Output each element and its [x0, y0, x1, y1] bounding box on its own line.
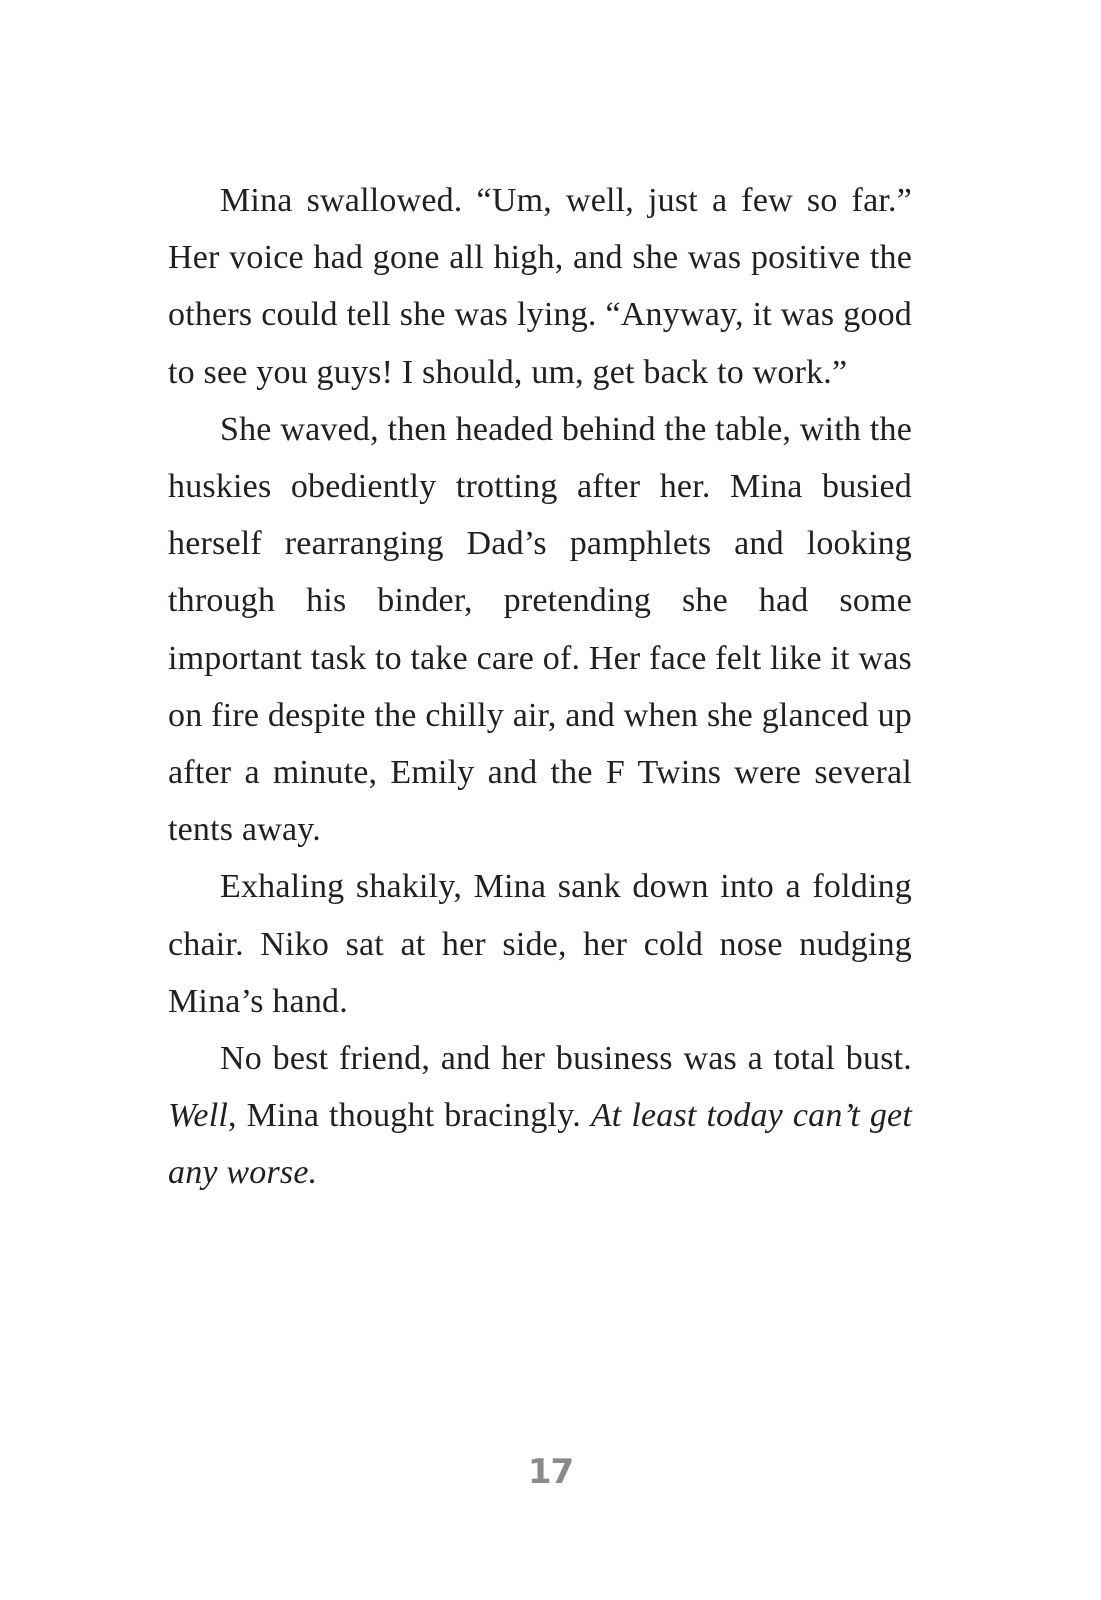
- body-text: [168, 172, 912, 1202]
- page-number: 17: [527, 1452, 574, 1492]
- paragraph-4: [168, 1030, 912, 1202]
- paragraph-2: [168, 401, 912, 859]
- paragraph-text: Mina swallowed. “Um, well, just a few so far.” Her voice had gone all high, and she was positive the others could tell she was lying. “Anyway, it was good to see you guys! I should, um, get back to work.”: [168, 182, 912, 391]
- italic-text: Well: [168, 1097, 228, 1135]
- paragraph-text: She waved, then headed behind the table, with the huskies obediently trotting after her. Mina busied herself rearranging Dad’s pamphlets and looking through his binder, pretending she had some important task to take care of. Her face felt like it was on fire despite the chilly air, and when she glanced up after a minute, Emily and the F Twins were several tents away.: [168, 410, 912, 849]
- paragraph-text: Exhaling shakily, Mina sank down into a folding chair. Niko sat at her side, her cold nose nudging Mina’s hand.: [168, 868, 912, 1020]
- paragraph-text: , Mina thought bracingly.: [228, 1097, 591, 1135]
- paragraph-text: No best friend, and her business was a total bust.: [220, 1040, 912, 1078]
- paragraph-3: [168, 858, 912, 1030]
- italic-text: At least today can’t get any worse.: [168, 1097, 912, 1192]
- paragraph-1: [168, 172, 912, 401]
